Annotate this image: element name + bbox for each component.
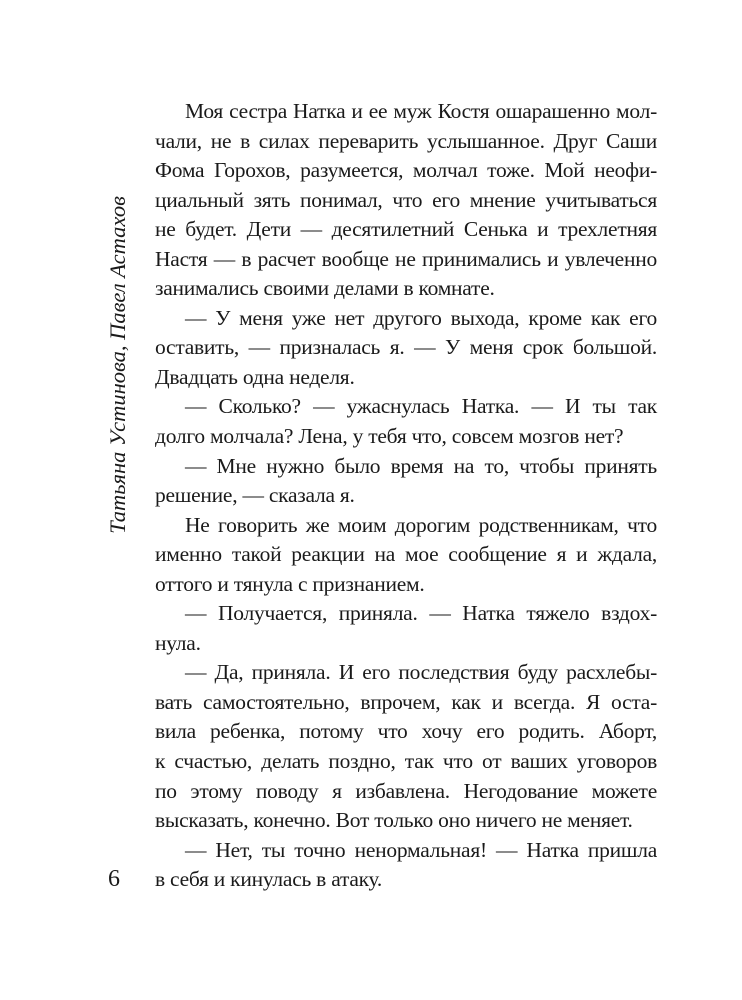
- text-line: оставить, — призналась я. — У меня срок большой.: [155, 335, 657, 360]
- paragraph: [155, 658, 657, 835]
- paragraph: [155, 836, 657, 895]
- text-line: именно такой реакции на мое сообщение я и ждала,: [155, 542, 657, 567]
- paragraph: [155, 304, 657, 393]
- text-line: — Нет, ты точно ненормальная! — Натка пришла: [185, 837, 657, 862]
- text-line: в себя и кинулась в атаку.: [155, 867, 383, 892]
- text-line: — Получается, приняла. — Натка тяжело вздох-: [185, 601, 657, 626]
- text-line: оттого и тянула с признанием.: [155, 571, 425, 596]
- text-line: Фома Горохов, разумеется, молчал тоже. Мой неофи-: [155, 158, 657, 183]
- paragraph: [155, 452, 657, 511]
- text-line: не будет. Дети — десятилетний Сенька и трехлетняя: [155, 217, 657, 242]
- paragraph: [155, 392, 657, 451]
- text-line: Двадцать одна неделя.: [155, 364, 355, 389]
- paragraph: [155, 97, 657, 304]
- text-line: решение, — сказала я.: [155, 483, 355, 508]
- text-line: Моя сестра Натка и ее муж Костя ошарашенно мол-: [185, 99, 657, 123]
- text-line: Настя — в расчет вообще не принимались и увлеченно: [155, 246, 657, 271]
- text-line: циальный зять понимал, что его мнение учитываться: [155, 187, 657, 212]
- paragraph: [155, 599, 657, 658]
- text-line: к счастью, делать поздно, так что от ваших уговоров: [155, 749, 657, 774]
- text-line: вила ребенка, потому что хочу его родить. Аборт,: [155, 719, 657, 744]
- text-line: — Мне нужно было время на то, чтобы принять: [185, 453, 657, 478]
- text-line: Не говорить же моим дорогим родственникам, что: [185, 512, 657, 537]
- page-number: 6: [108, 866, 120, 892]
- body-text: [155, 97, 657, 895]
- text-line: — Сколько? — ужаснулась Натка. — И ты так: [185, 394, 657, 419]
- text-line: чали, не в силах переварить услышанное. Друг Саши: [155, 128, 657, 153]
- text-line: высказать, конечно. Вот только оно ничего не меняет.: [155, 808, 633, 833]
- text-line: вать самостоятельно, впрочем, как и всегда. Я оста-: [155, 689, 657, 714]
- paragraph: [155, 511, 657, 600]
- text-line: по этому поводу я избавлена. Негодование можете: [155, 778, 657, 803]
- running-head-authors: Татьяна Устинова, Павел Астахов: [105, 196, 130, 534]
- text-line: нула.: [155, 630, 201, 655]
- text-line: занимались своими делами в комнате.: [155, 276, 495, 301]
- text-line: — Да, приняла. И его последствия буду расхлебы-: [185, 660, 657, 685]
- text-line: — У меня уже нет другого выхода, кроме как его: [185, 305, 657, 330]
- text-line: долго молчала? Лена, у тебя что, совсем мозгов нет?: [155, 424, 624, 449]
